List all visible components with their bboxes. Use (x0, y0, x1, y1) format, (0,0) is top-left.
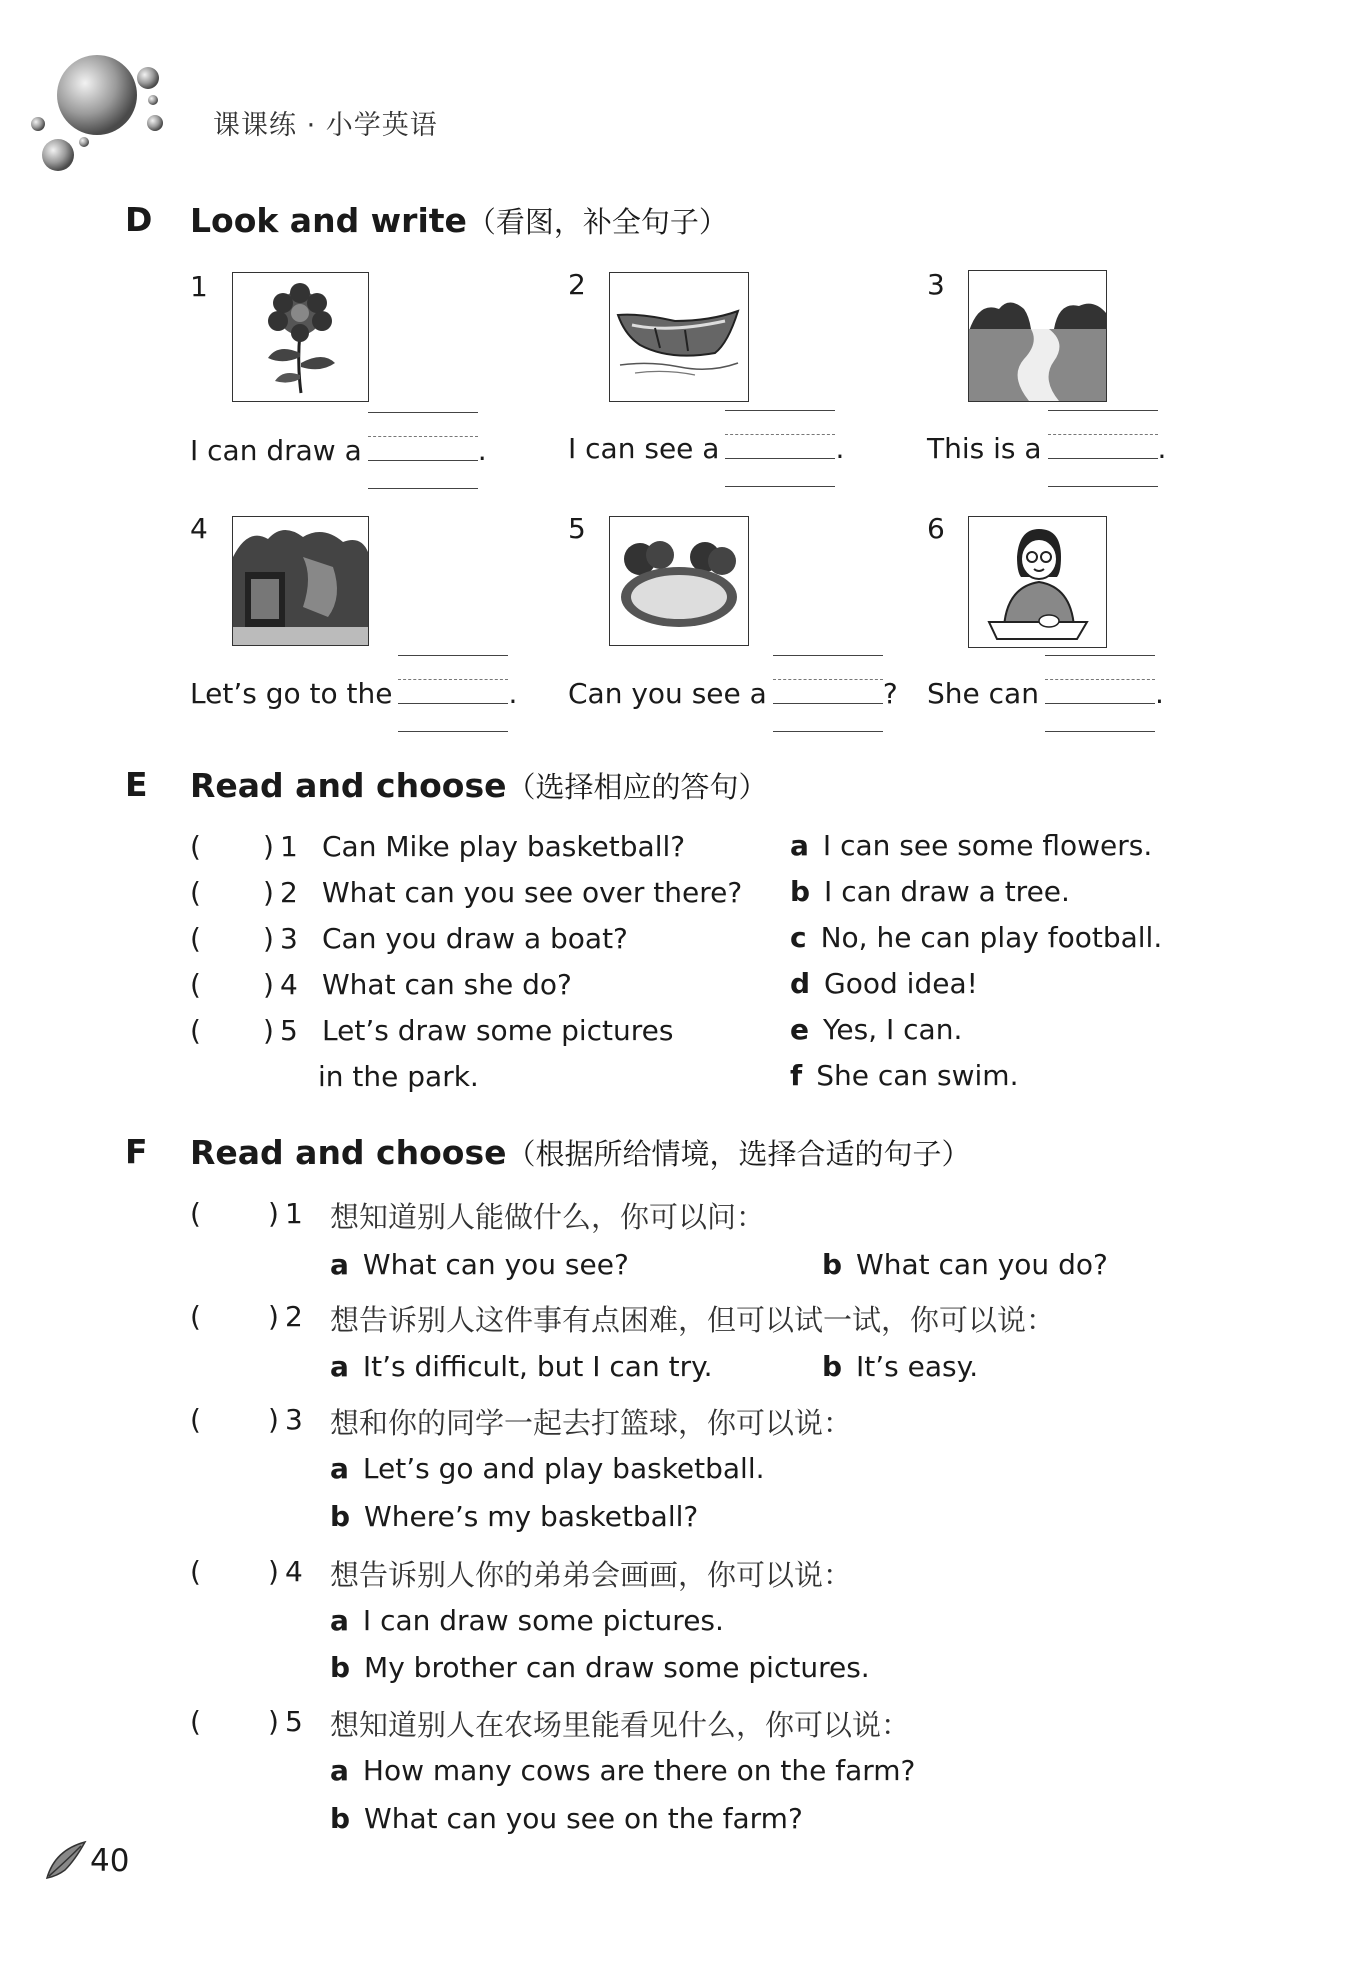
d-item-number: 4 (190, 512, 208, 545)
e-answer-e: e Yes, I can. (790, 1013, 963, 1046)
e-answer-d: d Good idea! (790, 967, 978, 1000)
answer-paren-open[interactable]: ( (190, 1300, 201, 1333)
answer-paren-open[interactable]: ( (190, 922, 201, 955)
question-text: Let’s draw some pictures (322, 1014, 674, 1047)
f-question-5 (190, 1705, 911, 1742)
d-sentence-prefix: I can draw a (190, 434, 362, 467)
d-sentence-3 (927, 428, 1166, 465)
section-d-title (190, 200, 728, 241)
answer-paren-close: ) 3 (263, 922, 298, 955)
f-option-a[interactable]: a Let’s go and play basketball. (330, 1452, 765, 1485)
answer-blank[interactable] (368, 430, 478, 460)
question-prompt: 想知道别人在农场里能看见什么，你可以说： (330, 1708, 911, 1742)
lake-icon (609, 516, 749, 646)
section-e-title-en: Read and choose (190, 766, 507, 805)
d-item-number: 6 (927, 512, 945, 545)
e-question-2 (190, 876, 743, 909)
f-option-b[interactable]: b What can you see on the farm? (330, 1802, 803, 1835)
f-question-4 (190, 1555, 853, 1592)
answer-paren-open[interactable]: ( (190, 876, 201, 909)
e-answer-b: b I can draw a tree. (790, 875, 1070, 908)
d-sentence-end: ? (882, 677, 898, 710)
answer-blank[interactable] (725, 428, 835, 458)
f-option-a[interactable]: a It’s difficult, but I can try. (330, 1350, 713, 1383)
f-question-1 (190, 1197, 766, 1234)
section-d-title-cn: （看图，补全句子） (466, 205, 728, 239)
question-text: Can Mike play basketball? (322, 830, 686, 863)
f-option-b[interactable]: b My brother can draw some pictures. (330, 1651, 870, 1684)
d-sentence-end: . (508, 677, 518, 710)
question-prompt: 想告诉别人你的弟弟会画画，你可以说： (330, 1558, 853, 1592)
d-sentence-5 (568, 673, 898, 710)
f-option-b[interactable]: b What can you do? (822, 1248, 1108, 1281)
d-sentence-4 (190, 673, 517, 710)
f-question-2 (190, 1300, 1056, 1337)
f-option-a[interactable]: a I can draw some pictures. (330, 1604, 724, 1637)
f-question-3 (190, 1403, 853, 1440)
f-option-b[interactable]: b Where’s my basketball? (330, 1500, 699, 1533)
answer-paren-close: ) 2 (268, 1300, 303, 1333)
section-e-title (190, 765, 767, 806)
d-item-number: 3 (927, 268, 945, 301)
river-icon (968, 270, 1107, 402)
f-option-a[interactable]: a What can you see? (330, 1248, 629, 1281)
d-item-number: 2 (568, 268, 586, 301)
d-sentence-1 (190, 430, 487, 467)
question-prompt: 想和你的同学一起去打篮球，你可以说： (330, 1406, 853, 1440)
d-sentence-end: . (1157, 432, 1167, 465)
e-answer-f: f She can swim. (790, 1059, 1019, 1092)
question-text-continued: in the park. (318, 1060, 479, 1093)
answer-paren-close: ) 1 (268, 1197, 303, 1230)
section-f-title-en: Read and choose (190, 1133, 507, 1172)
section-f-title-cn: （根据所给情境，选择合适的句子） (506, 1137, 971, 1171)
page-number: 40 (90, 1843, 130, 1879)
answer-paren-close: ) 5 (268, 1705, 303, 1738)
question-text: What can you see over there? (322, 876, 743, 909)
e-question-5 (190, 1014, 674, 1047)
d-sentence-end: . (477, 434, 487, 467)
answer-paren-open[interactable]: ( (190, 1197, 201, 1230)
park-icon (232, 516, 369, 646)
e-answer-c: c No, he can play football. (790, 921, 1163, 954)
answer-paren-close: ) 2 (263, 876, 298, 909)
d-sentence-6 (927, 673, 1164, 710)
section-d-letter: D (125, 200, 153, 239)
e-question-3 (190, 922, 628, 955)
answer-paren-open[interactable]: ( (190, 1705, 201, 1738)
section-d-title-en: Look and write (190, 201, 467, 240)
e-answer-a: a I can see some flowers. (790, 829, 1153, 862)
answer-paren-open[interactable]: ( (190, 830, 201, 863)
d-item-number: 1 (190, 270, 208, 303)
answer-paren-open[interactable]: ( (190, 1555, 201, 1588)
question-prompt: 想告诉别人这件事有点困难，但可以试一试，你可以说： (330, 1303, 1056, 1337)
d-sentence-2 (568, 428, 844, 465)
answer-paren-close: ) 3 (268, 1403, 303, 1436)
answer-paren-close: ) 1 (263, 830, 298, 863)
d-sentence-prefix: Can you see a (568, 677, 767, 710)
flower-icon (232, 272, 369, 402)
answer-blank[interactable] (773, 673, 883, 703)
d-sentence-end: . (835, 432, 845, 465)
f-option-a[interactable]: a How many cows are there on the farm? (330, 1754, 916, 1787)
section-f-title (190, 1132, 970, 1173)
answer-paren-open[interactable]: ( (190, 1014, 201, 1047)
answer-blank[interactable] (1048, 428, 1158, 458)
boat-icon (609, 272, 749, 402)
d-item-number: 5 (568, 512, 586, 545)
answer-paren-open[interactable]: ( (190, 1403, 201, 1436)
answer-paren-open[interactable]: ( (190, 968, 201, 1001)
girl-drawing-icon (968, 516, 1107, 648)
section-e-title-cn: （选择相应的答句） (506, 770, 768, 804)
f-option-b[interactable]: b It’s easy. (822, 1350, 979, 1383)
e-question-4 (190, 968, 572, 1001)
question-text: What can she do? (322, 968, 572, 1001)
answer-paren-close: ) 4 (268, 1555, 303, 1588)
question-text: Can you draw a boat? (322, 922, 628, 955)
d-sentence-prefix: This is a (927, 432, 1042, 465)
question-prompt: 想知道别人能做什么，你可以问： (330, 1200, 766, 1234)
d-sentence-prefix: Let’s go to the (190, 677, 393, 710)
book-title: 课课练 · 小学英语 (213, 110, 438, 141)
answer-paren-close: ) 4 (263, 968, 298, 1001)
answer-blank[interactable] (1045, 673, 1155, 703)
d-sentence-prefix: I can see a (568, 432, 720, 465)
d-sentence-prefix: She can (927, 677, 1039, 710)
answer-blank[interactable] (398, 673, 508, 703)
d-sentence-end: . (1154, 677, 1164, 710)
e-question-1 (190, 830, 686, 863)
section-f-letter: F (125, 1132, 148, 1171)
section-e-letter: E (125, 765, 148, 804)
leaf-icon (45, 1840, 90, 1880)
answer-paren-close: ) 5 (263, 1014, 298, 1047)
bubbles-decoration (30, 50, 180, 180)
